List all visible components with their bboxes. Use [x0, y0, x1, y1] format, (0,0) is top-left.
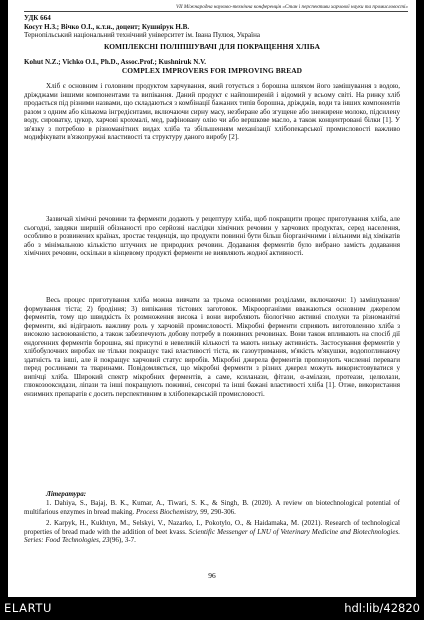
title-ua: КОМПЛЕКСНІ ПОЛІПШУВАЧІ ДЛЯ ПОКРАЩЕННЯ ХЛІБА	[103, 42, 321, 51]
authors-ua: Коєут Н.З.; Вічко О.І., к.т.н., доцент; Кушнірук Н.В.	[24, 22, 190, 31]
paragraph-2: Зазвичай хімічні речовини та ферменти додають у рецептуру хліба, щоб покращити процес приготування хліба, але сьогодні, завдяки ширшій обізнаності про серйозні наслідки хімічних речовин у харчових продуктах, серед населення, особливо в розвинених країнах, зростає тенденція, що продукти повинні бути більш біорганічними і вільними від хімікатів або з мінімальною кількістю штучних не природних речовин. Додавання ферментів було вибрано замість додавання хімічних речовин, оскільки в кінцевому продукті ферменти не виявляють жодної активності.	[24, 215, 400, 258]
reference-1	[24, 499, 400, 516]
references-title: Література:	[46, 490, 87, 498]
authors-en: Kohut N.Z.; Vichko O.I., Ph.D., Assoc.Prof.; Kushniruk N.V.	[24, 58, 207, 66]
reference-2-journal: Scientific Messenger of LNU of Veterinary Medicine and Biotechnologies. Series: Food Technologies, 23	[24, 527, 400, 545]
paragraph-3: Весь процес приготування хліба можна вивчати за трьома основними розділами, включаючи: 1) замішування/формування тіста; 2) бродіння; 3) випікання тістових заготовок. Мікроорганізми вважаються основним джерелом ферментів, тому що швидкість їх розмноження висока і вони виробляють біологічно активні сполуки та різноманітні ферменти, які відіграють важливу роль у харчовій промисловості. Мікробні ферменти сприяють виготовленню хліба з високою засвоюваністю, а також забезпечують добову потребу в поживних речовинах. Вони також впливають на спосіб дії ендогенних ферментів борошна, які присутні в невеликій кількості та мають низьку активність. Застосування ферментів у хлібобулочних виробах не тільки покращує такі властивості тіста, як газоутримання, м'якість м'якушки, водопоглинаючу здатність та інші, але й покращує харчовий статус виробів. Мікробні джерела ферментів пропонують численні переваги перед рослинами та тваринами. Повідомляється, що мікробні ферменти з різних джерел можуть використовуватися у випічці хліба. Широкий спектр мікробних ферментів, а саме, ксиланази, фітази, α-амілази, протеази, целюлази, глюкозооксидази, ліпази та інші покращують поживні, сенсорні та інші бажані властивості хліба [1]. Отже, використання ензимних препаратів є досить перспективним в хлібопекарській промисловості.	[24, 296, 400, 399]
handle-label: hdl:lib/42820	[344, 601, 420, 615]
reference-2-text: 2. Karpyk, H., Kukhtyn, M., Selskyi, V., Nazarko, I., Pokotylo, O., & Haidamaka, M. (2021). Research of technological properties of bread made with the addition of beet kvass.	[24, 519, 400, 536]
reference-2	[24, 519, 400, 545]
title-en: COMPLEX IMPROVERS FOR IMPROVING BREAD	[121, 65, 303, 75]
reference-1-tail: , 290-306.	[207, 507, 236, 516]
reference-1-text: 1. Dahiya, S., Bajaj, B. K., Kumar, A., Tiwari, S. K., & Singh, B. (2020). A review on biotechnological potential of multifarious enzymes in bread making.	[24, 499, 400, 516]
affiliation: Тернопільський національний технічний університет ім. Івана Пулюя, Україна	[24, 31, 261, 39]
document-page	[8, 0, 416, 597]
repository-label: ELARTU	[4, 601, 52, 615]
running-header: VII Міжнародна науково-технічна конференція «Стан і перспективи харчової науки та промисловості»	[24, 4, 408, 12]
paragraph-1: Хліб є основним і головним продуктом харчування, який готується з борошна шляхом його замішування з водою, дріжджами іншими компонентами та випікання. Даний продукт є найпоширеній і відомий у всьому світі. На ринку хліб продається під різними назвами, що складаються з комбінації бажаних типів борошна, дріжджів, води та інших компонентів разом з одним або кількома інгредієнтами, включаючи сирну масу, незбиране або згущене або знежирене молоко, підсилену воду, сироватку, цукор, харчові крохмалі, мед, рафіновану олію чи або вершкове масло, а також концентровані білки [1]. У зв'язку з потребою в різноманітних видах хліба та збільшенням механізації хлібопекарської промисловості важливо модифікувати в'язкопружні властивості та структуру даного виробу [2].	[24, 82, 400, 142]
udk-code: УДК 664	[24, 14, 51, 22]
page-number: 96	[208, 571, 216, 580]
reference-2-tail: (96), 3-7.	[109, 536, 136, 545]
reference-1-journal: Process Biochemistry, 99	[135, 507, 208, 516]
